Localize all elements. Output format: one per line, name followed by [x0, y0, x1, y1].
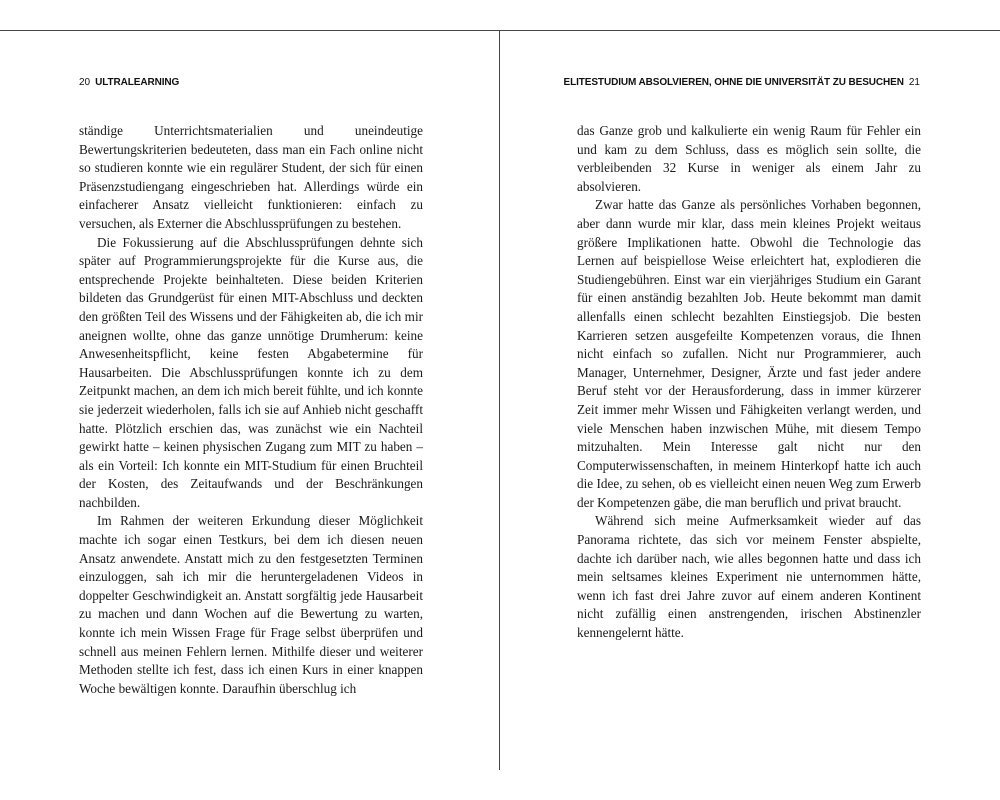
left-body-text	[79, 122, 423, 698]
right-page-number: 21	[908, 77, 920, 88]
paragraph: Die Fokussierung auf die Abschlussprüfungen dehnte sich später auf Programmierungsprojekte für die Kurse aus, die entsprechende Projekte beinhalteten. Diese beiden Kriterien bildeten das Grundgerüst für einen MIT-Abschluss und deckten den größten Teil des Wissens und der Fähigkeiten ab, die ich mir aneignen wollte, ohne das ganze unnötige Drumherum: keine Anwesenheitspflicht, keine festen Abgabetermine für Hausarbeiten. Die Abschlussprüfungen konnte ich zu dem Zeitpunkt machen, an dem ich mich bereit fühlte, und ich konnte sie jederzeit wiederholen, falls ich sie auf Anhieb nicht geschafft hatte. Plötzlich erschien das, was zunächst wie ein Nachteil gewirkt hatte – keinen physischen Zugang zum MIT zu haben – als ein Vorteil: Ich konnte ein MIT-Studium für einen Bruchteil der Kosten, des Zeitaufwands und der Beschränkungen nachbilden.	[79, 234, 423, 510]
left-page-number: 20	[79, 77, 91, 88]
paragraph: ständige Unterrichtsmaterialien und uneindeutige Bewertungskriterien bedeuteten, dass man ein Fach online nicht so studieren konnte wie ein regulärer Student, der sich für einen Präsenzstudiengang eingeschrieben hat. Allerdings würde ein einfacherer Ansatz vielleicht funktionieren: einfach zu versuchen, als Externer die Abschlussprüfungen zu bestehen.	[79, 123, 423, 231]
right-running-head: ELITESTUDIUM ABSOLVIEREN, OHNE DIE UNIVERSITÄT ZU BESUCHEN	[563, 77, 904, 88]
left-running-header	[79, 76, 179, 90]
paragraph: Im Rahmen der weiteren Erkundung dieser Möglichkeit machte ich sogar einen Testkurs, bei dem ich diesen neuen Ansatz anwendete. Anstatt mich zu den festgesetzten Terminen einzuloggen, sah ich mir die heruntergeladenen Videos in doppelter Geschwindigkeit an. Anstatt sorgfältig jede Hausarbeit zu machen und dann Wochen auf die Bewertung zu warten, konnte ich mein Wissen Frage für Frage selbst überprüfen und schnell aus meinen Fehlern lernen. Mithilfe dieser und weiterer Methoden stellte ich fest, dass ich einen Kurs in einer knappen Woche bewältigen konnte. Daraufhin überschlug ich	[79, 513, 423, 696]
left-running-head: ULTRALEARNING	[95, 77, 180, 88]
paragraph: das Ganze grob und kalkulierte ein wenig Raum für Fehler ein und kam zu dem Schluss, dass es möglich sein sollte, die verbleibenden 32 Kurse in weniger als einem Jahr zu absolvieren.	[577, 123, 921, 194]
left-page	[0, 30, 499, 770]
paragraph: Zwar hatte das Ganze als persönliches Vorhaben begonnen, aber dann wurde mir klar, dass mein kleines Projekt weitaus größere Implikationen hatte. Obwohl die Technologie das Lernen auf beispiellose Weise erleichtert hat, explodieren die Studiengebühren. Einst war ein vierjähriges Studium ein Garant für einen anständig bezahlten Job. Heute bekommt man damit allenfalls einen schlecht bezahlten Einstiegsjob. Die besten Karrieren setzen ausgefeilte Kompetenzen voraus, die Ihnen nicht einfach so zufallen. Nicht nur Programmierer, auch Manager, Unternehmer, Designer, Ärzte und fast jeder andere Beruf steht vor der Herausforderung, dass in immer kürzerer Zeit immer mehr Wissen und Fähigkeiten verlangt werden, und viele Menschen haben inzwischen Mühe, mit diesem Tempo mitzuhalten. Mein Interesse galt nicht nur den Computerwissenschaften, in meinem Hinterkopf hatte ich auch die Idee, zu sehen, ob es vielleicht einen neuen Weg zum Erwerb der Kompetenzen gäbe, die man beruflich und privat braucht.	[577, 197, 921, 510]
right-running-header	[564, 76, 920, 90]
right-body-text	[577, 122, 921, 643]
paragraph: Während sich meine Aufmerksamkeit wieder auf das Panorama richtete, das sich vor meinem Fenster abspielte, dachte ich darüber nach, wie alles begonnen hatte und dass ich mein seltsames kleines Experiment nie unternommen hätte, wenn ich fast drei Jahre zuvor auf einem anderen Kontinent nicht zufällig einen anstrengenden, irischen Abstinenzler kennengelernt hätte.	[577, 513, 921, 641]
right-page	[500, 30, 999, 770]
